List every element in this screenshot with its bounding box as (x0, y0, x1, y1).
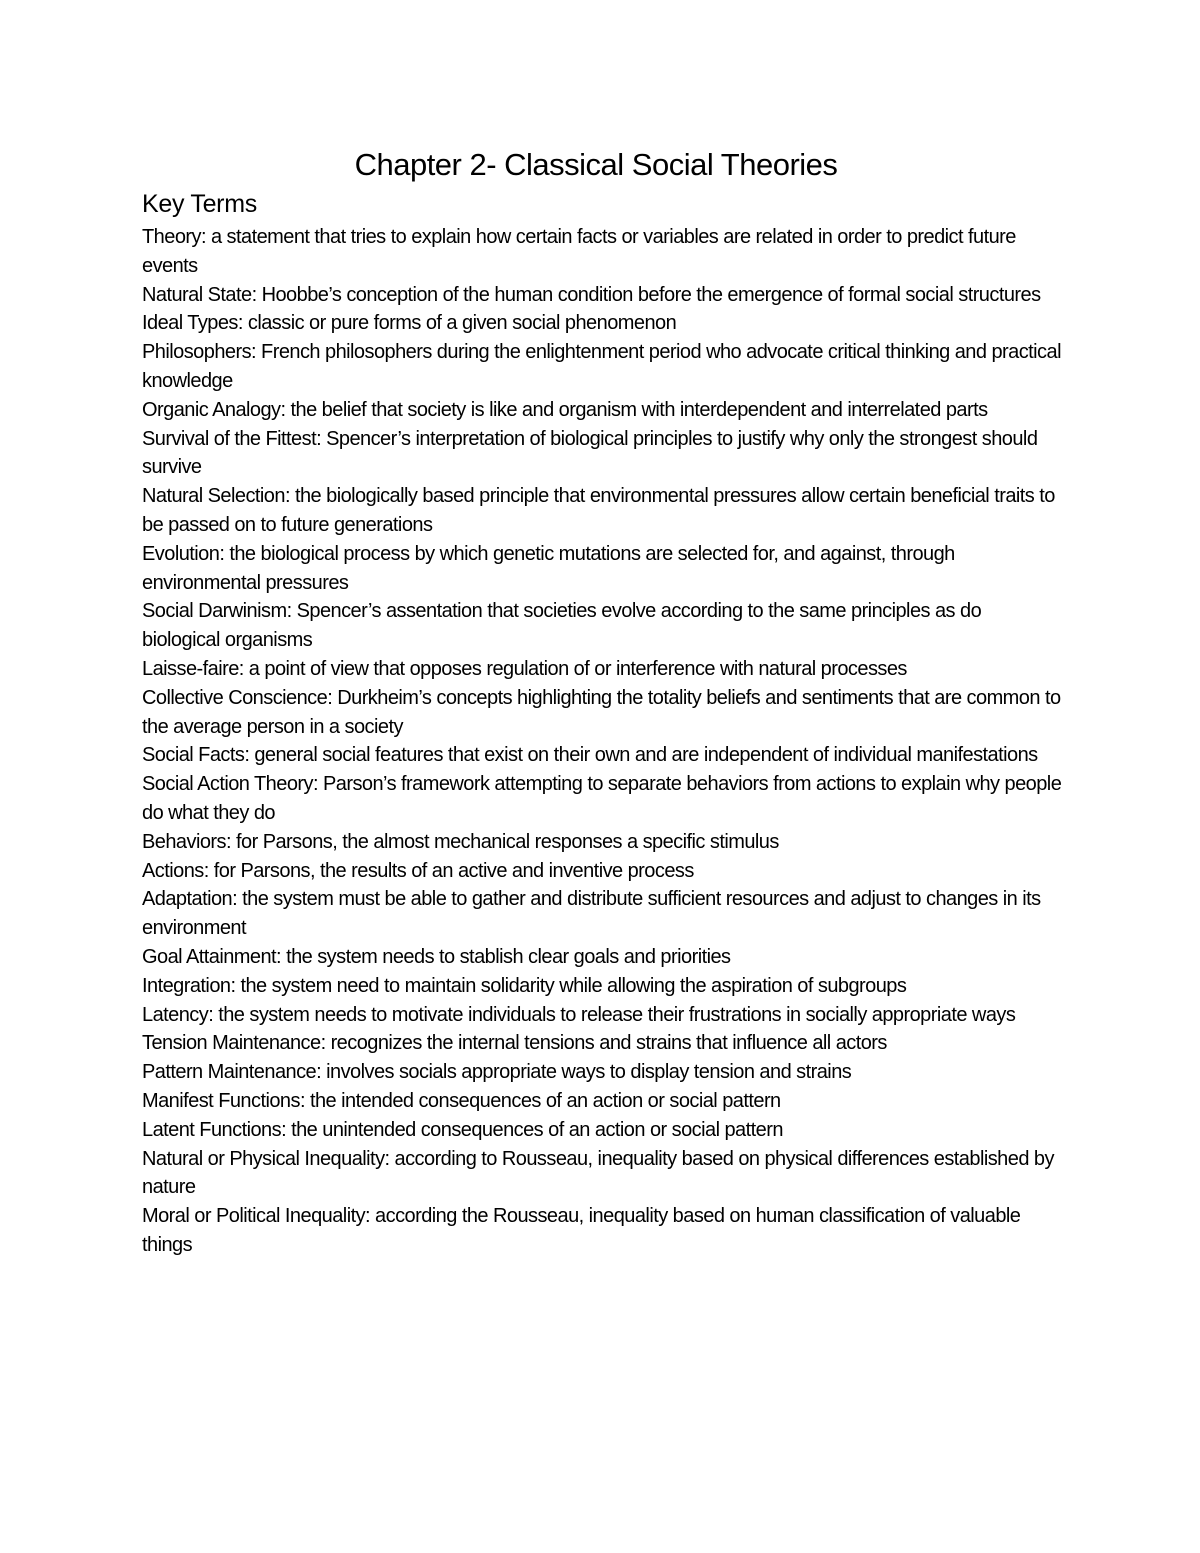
term-entry: Laisse-faire: a point of view that opposes regulation of or interference with natural processes (142, 657, 907, 680)
term-entry: Social Facts: general social features that exist on their own and are independent of individual manifestations (142, 744, 1038, 767)
page-title: Chapter 2- Classical Social Theories (354, 147, 838, 182)
term-entry: Moral or Political Inequality: according the Rousseau, inequality based on human classification of valuable things (142, 1205, 1021, 1256)
key-terms-list (142, 223, 1062, 1260)
term-entry: Philosophers: French philosophers during the enlightenment period who advocate critical thinking and practical knowledge (142, 341, 1061, 392)
term-entry: Goal Attainment: the system needs to stablish clear goals and priorities (142, 945, 731, 968)
term-entry: Natural Selection: the biologically based principle that environmental pressures allow certain beneficial traits to be passed on to future generations (142, 485, 1055, 536)
term-entry: Social Action Theory: Parson’s framework attempting to separate behaviors from actions to explain why people do what they do (142, 773, 1062, 824)
term-entry: Collective Conscience: Durkheim’s concepts highlighting the totality beliefs and sentiments that are common to the average person in a society (142, 686, 1061, 738)
term-entry: Pattern Maintenance: involves socials appropriate ways to display tension and strains (142, 1061, 852, 1084)
term-entry: Tension Maintenance: recognizes the internal tensions and strains that influence all actors (142, 1032, 887, 1055)
term-entry: Natural or Physical Inequality: according to Rousseau, inequality based on physical differences established by nature (142, 1147, 1054, 1199)
term-entry: Survival of the Fittest: Spencer’s interpretation of biological principles to justify why only the strongest should survive (142, 427, 1038, 479)
term-entry: Manifest Functions: the intended consequences of an action or social pattern (142, 1089, 781, 1112)
term-entry: Behaviors: for Parsons, the almost mechanical responses a specific stimulus (142, 830, 779, 853)
term-entry: Theory: a statement that tries to explain how certain facts or variables are related in order to predict future events (142, 226, 1016, 277)
term-entry: Evolution: the biological process by which genetic mutations are selected for, and against, through environmental pressures (142, 542, 955, 594)
term-entry: Ideal Types: classic or pure forms of a given social phenomenon (142, 312, 677, 335)
term-entry: Actions: for Parsons, the results of an active and inventive process (142, 859, 694, 882)
term-entry: Integration: the system need to maintain solidarity while allowing the aspiration of subgroups (142, 974, 907, 997)
term-entry: Latency: the system needs to motivate individuals to release their frustrations in socially appropriate ways (142, 1003, 1016, 1026)
term-entry: Latent Functions: the unintended consequences of an action or social pattern (142, 1118, 783, 1141)
section-heading: Key Terms (142, 190, 257, 218)
term-entry: Organic Analogy: the belief that society is like and organism with interdependent and interrelated parts (142, 398, 988, 421)
term-entry: Natural State: Hoobbe’s conception of the human condition before the emergence of formal social structures (142, 283, 1041, 306)
term-entry: Adaptation: the system must be able to gather and distribute sufficient resources and adjust to changes in its environment (142, 888, 1041, 940)
term-entry: Social Darwinism: Spencer’s assentation that societies evolve according to the same principles as do biological organisms (142, 600, 982, 652)
